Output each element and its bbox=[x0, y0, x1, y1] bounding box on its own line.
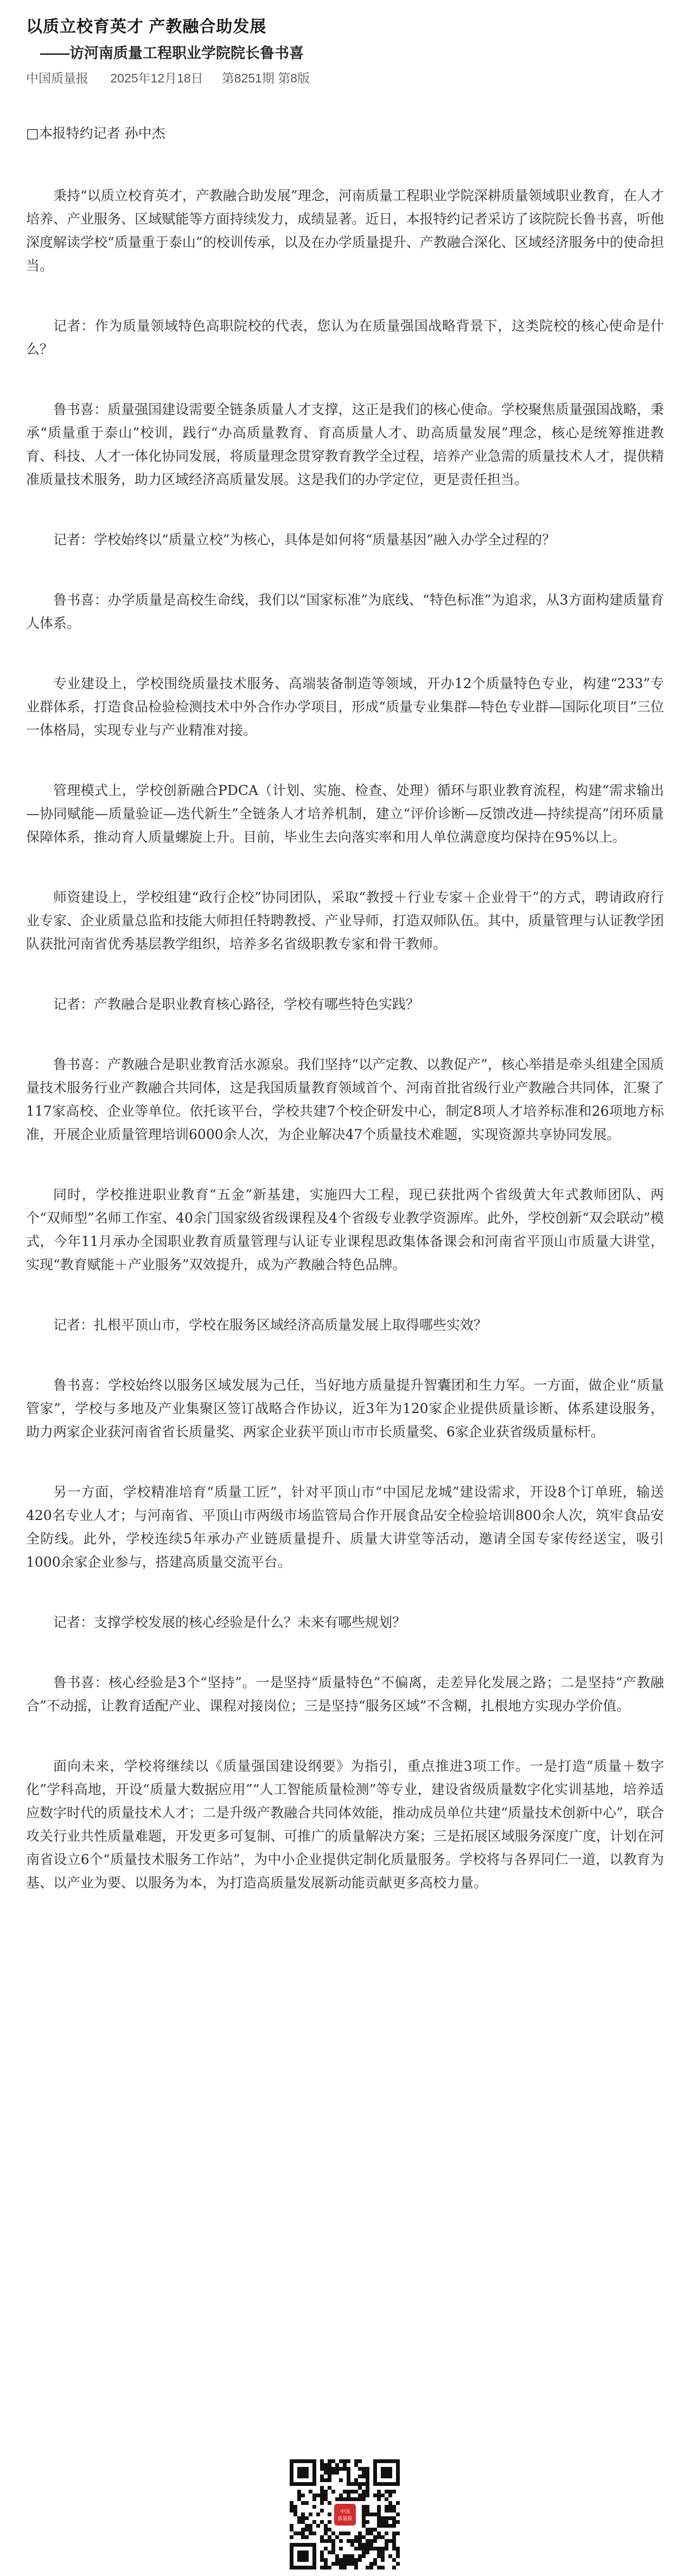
paragraph-10: 鲁书喜：产教融合是职业教育活水源泉。我们坚持“以产定教、以教促产”，核心举措是牵头组建全国质量技术服务行业产教融合共同体，这是我国质量教育领域首个、河南首批省级行业产教融合共同体，汇聚了117家高校、企业等单位。依托该平台，学校共建7个校企研发中心，制定8项人才培养标准和26项地方标准，开展企业质量管理培训6000余人次，为企业解决47个质量技术难题，实现资源共享协同发展。 bbox=[26, 1057, 664, 1142]
paragraph-14: 另一方面，学校精准培育“质量工匠”，针对平顶山市“中国尼龙城”建设需求，开设8个订单班，输送420名专业人才；与河南省、平顶山市两级市场监管局合作开展食品安全检验培训800余人次，筑牢食品安全防线。此外，学校连续5年承办产业链质量提升、质量大讲堂等活动，邀请全国专家传经送宝，吸引1000余家企业参与，搭建高质量交流平台。 bbox=[26, 1484, 664, 1570]
paragraph-4: 记者：学校始终以“质量立校”为核心，具体是如何将“质量基因”融入办学全过程的？ bbox=[53, 532, 556, 548]
publish-date: 2025年12月18日 bbox=[110, 71, 203, 85]
article-body bbox=[26, 122, 664, 1894]
qr-badge-text-top: 中国 bbox=[340, 2509, 350, 2515]
article-byline: □本报特约记者 孙中杰 bbox=[26, 125, 165, 141]
article-title: 以质立校育英才 产教融合助发展 bbox=[26, 18, 267, 36]
article-subtitle: ——访河南质量工程职业学院院长鲁书喜 bbox=[40, 45, 304, 61]
article-header bbox=[26, 0, 664, 88]
paragraph-11: 同时，学校推进职业教育“五金”新基建，实施四大工程，现已获批两个省级黄大年式教师团队、两个“双师型”名师工作室、40余门国家级省级课程及4个省级专业教学资源库。此外，学校创新“双会联动”模式，今年11月承办全国职业教育质量管理与认证专业课程思政集体备课会和河南省平顶山市质量大讲堂，实现“教育赋能＋产业服务”双效提升，成为产教融合特色品牌。 bbox=[26, 1187, 664, 1273]
paragraph-12: 记者：扎根平顶山市，学校在服务区域经济高质量发展上取得哪些实效？ bbox=[53, 1317, 488, 1333]
paragraph-15: 记者：支撑学校发展的核心经验是什么？未来有哪些规划？ bbox=[53, 1614, 406, 1630]
paragraph-9: 记者：产教融合是职业教育核心路径，学校有哪些特色实践？ bbox=[53, 996, 420, 1012]
issue-number: 第8251期 第8版 bbox=[221, 71, 310, 85]
qr-code[interactable] bbox=[289, 2458, 401, 2571]
paragraph-17: 面向未来，学校将继续以《质量强国建设纲要》为指引，重点推进3项工作。一是打造“质量＋数字化”学科高地，开设“质量大数据应用”“人工智能质量检测”等专业，建设省级质量数字化实训基地，培养适应数字时代的质量技术人才；二是升级产教融合共同体效能，推动成员单位共建“质量技术创新中心”，联合攻关行业共性质量难题，开发更多可复制、可推广的质量解决方案；三是拓展区域服务深度广度，计划在河南省设立6个“质量技术服务工作站”，为中小企业提供定制化质量服务。学校将与各界同仁一道，以教育为基、以产业为要、以服务为本，为打造高质量发展新动能贡献更多高校力量。 bbox=[26, 1758, 664, 1891]
source-name: 中国质量报 bbox=[26, 71, 88, 85]
paragraph-3: 鲁书喜：质量强国建设需要全链条质量人才支撑，这正是我们的核心使命。学校聚焦质量强国战略，秉承“质量重于泰山”校训，践行“办高质量教育、育高质量人才、助高质量发展”理念，核心是统筹推进教育、科技、人才一体化协同发展，将质量理念贯穿教育教学全过程，培养产业急需的质量技术人才，提供精准质量技术服务，助力区域经济高质量发展。这是我们的办学定位，更是责任担当。 bbox=[26, 402, 664, 487]
paragraph-8: 师资建设上，学校组建“政行企校”协同团队，采取“教授＋行业专家＋企业骨干”的方式，聘请政府行业专家、企业质量总监和技能大师担任特聘教授、产业导师，打造双师队伍。其中，质量管理与认证教学团队获批河南省优秀基层教学组织，培养多名省级职教专家和骨干教师。 bbox=[26, 889, 664, 952]
qr-badge-text-bottom: 质量报 bbox=[337, 2516, 353, 2522]
paragraph-2: 记者：作为质量领域特色高职院校的代表，您认为在质量强国战略背景下，这类院校的核心使命是什么？ bbox=[26, 318, 664, 357]
paragraph-7: 管理模式上，学校创新融合PDCA（计划、实施、检查、处理）循环与职业教育流程，构建“需求输出—协同赋能—质量验证—迭代新生”全链条人才培养机制，建立“评价诊断—反馈改进—持续提高”闭环质量保障体系，推动育人质量螺旋上升。目前，毕业生去向落实率和用人单位满意度均保持在95%以上。 bbox=[26, 783, 664, 845]
paragraph-5: 鲁书喜：办学质量是高校生命线，我们以“国家标准”为底线、“特色标准”为追求，从3方面构建质量育人体系。 bbox=[26, 592, 664, 631]
paragraph-13: 鲁书喜：学校始终以服务区域发展为己任，当好地方质量提升智囊团和生力军。一方面，做企业“质量管家”，学校与多地及产业集聚区签订战略合作协议，近3年为120家企业提供质量诊断、体系建设服务，助力两家企业获河南省省长质量奖、两家企业获平顶山市市长质量奖、6家企业获省级质量标杆。 bbox=[26, 1377, 664, 1440]
qr-center-logo bbox=[332, 2502, 358, 2528]
paragraph-1: 秉持“以质立校育英才，产教融合助发展”理念，河南质量工程职业学院深耕质量领域职业教育，在人才培养、产业服务、区域赋能等方面持续发力，成绩显著。近日，本报特约记者采访了该院院长鲁书喜，听他深度解读学校“质量重于泰山”的校训传承，以及在办学质量提升、产教融合深化、区域经济服务中的使命担当。 bbox=[26, 188, 664, 273]
article-meta bbox=[26, 68, 664, 88]
paragraph-6: 专业建设上，学校围绕质量技术服务、高端装备制造等领域，开办12个质量特色专业，构建“233”专业群体系，打造食品检验检测技术中外合作办学项目，形成“质量专业集群—特色专业群—国际化项目”三位一体格局，实现专业与产业精准对接。 bbox=[26, 676, 664, 738]
paragraph-16: 鲁书喜：核心经验是3个“坚持”。一是坚持“质量特色”不偏离，走差异化发展之路；二是坚持“产教融合”不动摇，让教育适配产业、课程对接岗位；三是坚持“服务区域”不含糊，扎根地方实现办学价值。 bbox=[26, 1675, 664, 1714]
qr-code-graphic bbox=[289, 2458, 401, 2571]
